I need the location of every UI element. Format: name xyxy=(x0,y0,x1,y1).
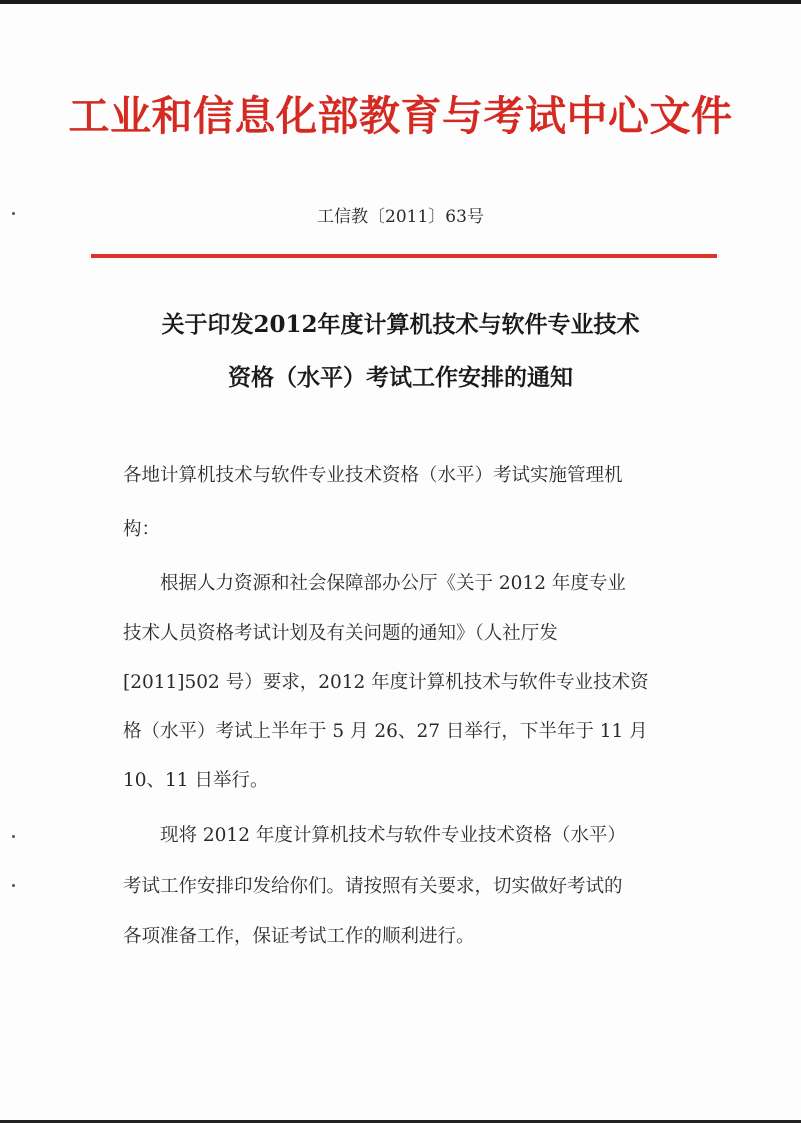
body-line: 格（水平）考试上半年于 5 月 26、27 日举行，下半年于 11 月 xyxy=(123,721,648,742)
scan-top-edge xyxy=(0,0,801,4)
document-number: 工信教〔2011〕63号 xyxy=(317,207,484,227)
body-line: 各项准备工作，保证考试工作的顺利进行。 xyxy=(123,926,475,947)
body-line: 现将 2012 年度计算机技术与软件专业技术资格（水平） xyxy=(160,825,626,846)
scan-speck xyxy=(12,884,15,887)
notice-title-line: 资格（水平）考试工作安排的通知 xyxy=(228,364,573,391)
scan-speck xyxy=(12,212,15,215)
letterhead-title: 工业和信息化部教育与考试中心文件 xyxy=(68,92,733,140)
body-line: 根据人力资源和社会保障部办公厅《关于 2012 年度专业 xyxy=(160,573,626,594)
scan-speck xyxy=(12,835,15,838)
body-line: 各地计算机技术与软件专业技术资格（水平）考试实施管理机 xyxy=(123,465,623,486)
notice-title-line: 关于印发2012年度计算机技术与软件专业技术 xyxy=(161,311,640,338)
body-line: [2011]502 号）要求，2012 年度计算机技术与软件专业技术资 xyxy=(123,672,649,693)
body-line: 10、11 日举行。 xyxy=(123,770,269,791)
body-line: 构： xyxy=(123,519,161,540)
body-line: 考试工作安排印发给你们。请按照有关要求，切实做好考试的 xyxy=(123,876,623,897)
body-line: 技术人员资格考试计划及有关问题的通知》（人社厅发 xyxy=(123,623,558,644)
red-divider xyxy=(91,254,717,258)
